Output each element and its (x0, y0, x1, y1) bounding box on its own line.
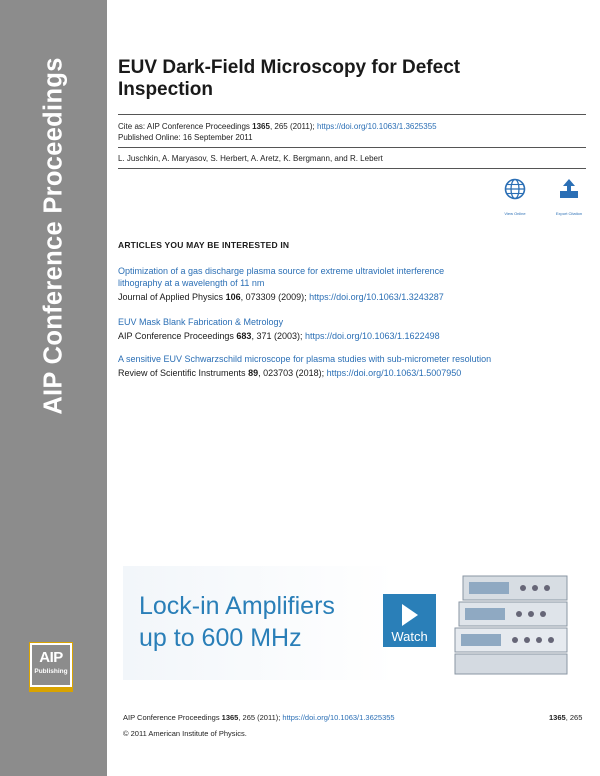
logo-publishing-text: Publishing (34, 668, 68, 675)
related-article-title[interactable]: A sensitive EUV Schwarzschild microscope for plasma studies with sub-micrometer resolution (118, 354, 492, 364)
related-article-title[interactable]: EUV Mask Blank Fabrication & Metrology (118, 317, 284, 327)
related-heading: ARTICLES YOU MAY BE INTERESTED IN (118, 240, 290, 250)
related-article-source: AIP Conference Proceedings 683, 371 (2003); https://doi.org/10.1063/1.1622498 (118, 331, 440, 341)
divider (118, 147, 586, 148)
related-article (118, 353, 586, 379)
advertisement-banner[interactable] (123, 566, 576, 680)
footer-doi-link[interactable]: https://doi.org/10.1063/1.3625355 (282, 713, 395, 722)
view-online-button[interactable] (495, 178, 535, 216)
related-article-title[interactable]: Optimization of a gas discharge plasma source for extreme ultraviolet interference lithography at a wavelength of 11 nm (118, 266, 445, 288)
published-date: Published Online: 16 September 2011 (118, 133, 253, 142)
cite-as-line: Cite as: AIP Conference Proceedings 1365, 265 (2011); https://doi.org/10.1063/1.3625355 (118, 122, 437, 131)
related-article (118, 316, 586, 342)
divider (118, 168, 586, 169)
divider (118, 114, 586, 115)
citation-block (118, 121, 586, 143)
author-list: L. Juschkin, A. Maryasov, S. Herbert, A. Aretz, K. Bergmann, and R. Lebert (118, 154, 383, 163)
view-online-label: View Online (504, 211, 526, 216)
related-article-source: Journal of Applied Physics 106, 073309 (2009); https://doi.org/10.1063/1.3243287 (118, 292, 444, 302)
globe-icon (504, 178, 526, 200)
watch-video-button[interactable]: Watch (383, 594, 436, 647)
export-citation-label: Export Citation (555, 211, 583, 216)
related-article-doi-link[interactable]: https://doi.org/10.1063/1.5007950 (326, 368, 462, 378)
play-icon (402, 604, 418, 626)
footer-citation: AIP Conference Proceedings 1365, 265 (2011); https://doi.org/10.1063/1.3625355 (123, 713, 395, 722)
aip-publishing-logo[interactable] (29, 642, 73, 688)
logo-aip-text: AIP (39, 649, 63, 666)
related-article (118, 265, 586, 303)
export-icon (558, 178, 580, 200)
logo-accent-bar (29, 688, 73, 692)
article-title-line: EUV Dark-Field Microscopy for Defect (118, 57, 461, 78)
journal-title: AIP Conference Proceedings (39, 57, 68, 415)
ad-headline: Lock-in Amplifiers up to 600 MHz (139, 592, 335, 652)
related-article-source: Review of Scientific Instruments 89, 023703 (2018); https://doi.org/10.1063/1.5007950 (118, 368, 462, 378)
journal-sidebar (0, 0, 107, 776)
export-citation-button[interactable] (549, 178, 589, 216)
lock-in-amplifier-image (453, 570, 573, 676)
footer-page-number: 1365, 265 (549, 713, 583, 722)
article-doi-link[interactable]: https://doi.org/10.1063/1.3625355 (316, 122, 437, 131)
footer-copyright: © 2011 American Institute of Physics. (123, 729, 247, 738)
article-title-line: Inspection (118, 79, 214, 100)
related-article-doi-link[interactable]: https://doi.org/10.1063/1.1622498 (304, 331, 440, 341)
related-article-doi-link[interactable]: https://doi.org/10.1063/1.3243287 (309, 292, 444, 302)
article-title (118, 57, 586, 101)
